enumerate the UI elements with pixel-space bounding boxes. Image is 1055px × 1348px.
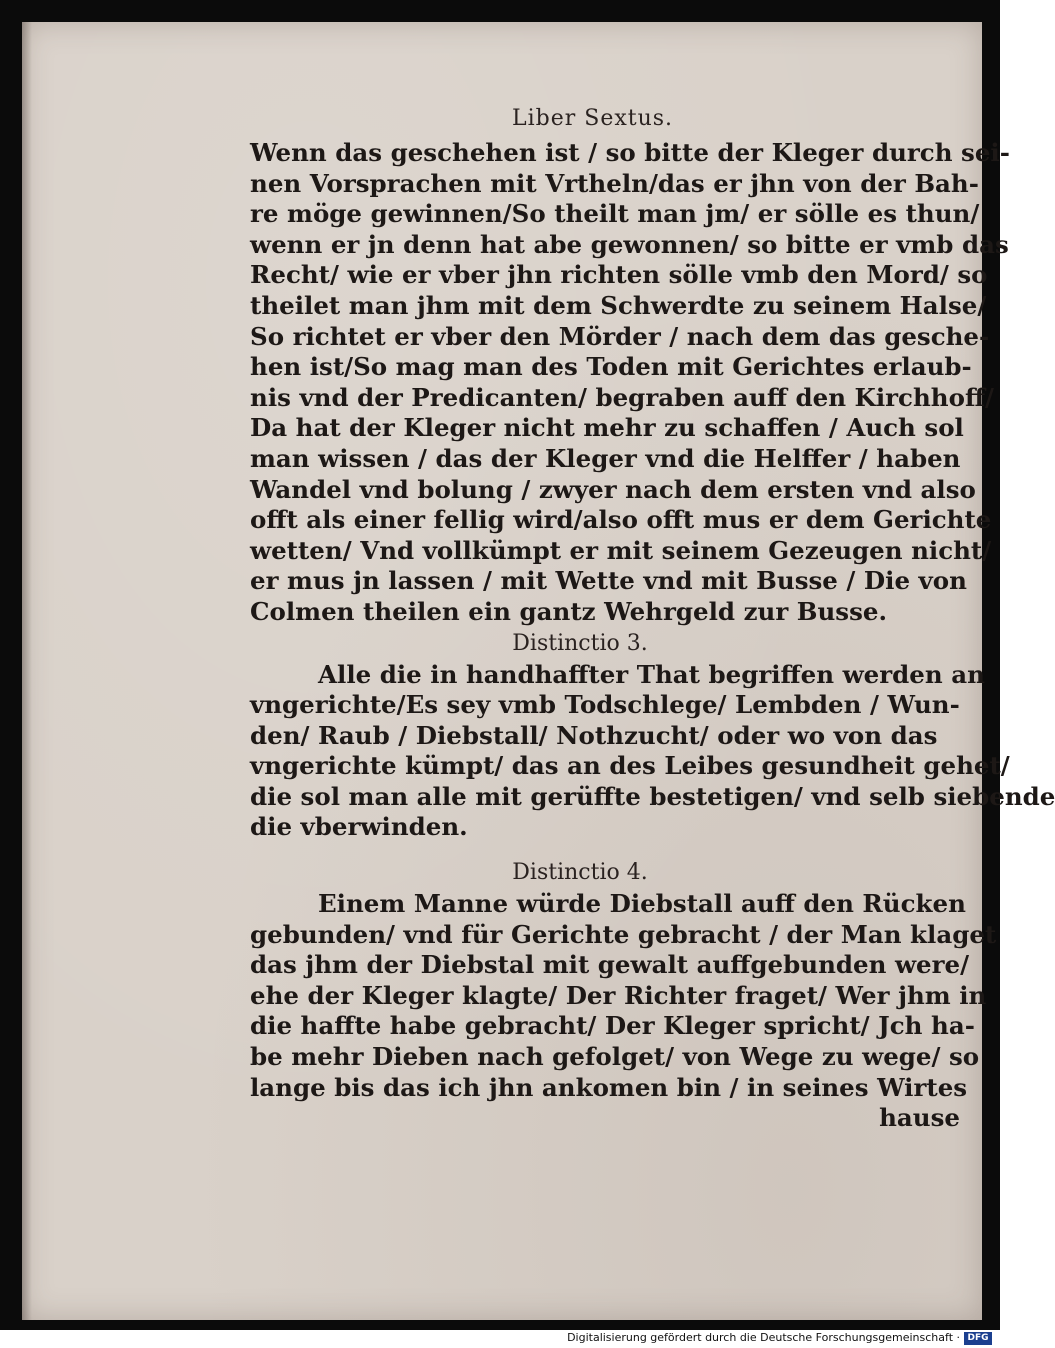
text-line: er mus jn lassen / mit Wette vnd mit Busse / Die von (250, 566, 967, 596)
text-line: hen ist/So mag man des Toden mit Gerichtes erlaub- (250, 352, 972, 382)
text-line: nis vnd der Predicanten/ begraben auff den Kirchhoff/ (250, 382, 994, 412)
text-line: re möge gewinnen/So theilt man jm/ er sölle es thun/ (250, 199, 980, 229)
book-page (22, 22, 1055, 1320)
text-line: die vberwinden. (250, 812, 468, 842)
dfg-logo-icon: DFG (964, 1332, 992, 1345)
text-line: theilet man jhm mit dem Schwerdte zu seinem Halse/ (250, 290, 987, 320)
text-line: ehe der Kleger klagte/ Der Richter fraget/ Wer jhm in (250, 980, 987, 1010)
text-line: So richtet er vber den Mörder / nach dem das gesche- (250, 321, 990, 351)
catchword: hause (879, 1103, 960, 1133)
running-head: Liber Sextus. (512, 106, 674, 131)
funding-notice: Digitalisierung gefördert durch die Deutsche Forschungsgemeinschaft · (567, 1331, 960, 1344)
text-line: den/ Raub / Diebstall/ Nothzucht/ oder wo von das (250, 720, 938, 750)
text-line: wetten/ Vnd vollkümpt er mit seinem Gezeugen nicht/ (250, 535, 992, 565)
paragraph-2 (250, 659, 1055, 844)
text-line: Wandel vnd bolung / zwyer nach dem ersten vnd also (250, 474, 976, 504)
text-line: das jhm der Diebstal mit gewalt auffgebunden were/ (250, 950, 970, 980)
section-heading-distinctio-4: Distinctio 4. (512, 860, 648, 886)
text-line: Alle die in handhaffter That begriffen werden an (318, 659, 985, 689)
page-text (250, 138, 1055, 1134)
text-line: Recht/ wie er vber jhn richten sölle vmb den Mord/ so (250, 260, 988, 290)
footer-bar (0, 1330, 1000, 1348)
text-line: vngerichte kümpt/ das an des Leibes gesundheit gehet/ (250, 751, 1010, 781)
text-line: man wissen / das der Kleger vnd die Helffer / haben (250, 443, 961, 473)
text-line: lange bis das ich jhn ankomen bin / in seines Wirtes (250, 1072, 968, 1102)
text-line: offt als einer fellig wird/also offt mus er dem Gerichte (250, 505, 992, 535)
page-gutter-shadow (22, 22, 32, 1320)
text-line: Einem Manne würde Diebstall auff den Rücken (318, 889, 966, 919)
section-heading-distinctio-3: Distinctio 3. (512, 630, 648, 656)
text-line: gebunden/ vnd für Gerichte gebracht / der Man klaget (250, 919, 997, 949)
text-line: nen Vorsprachen mit Vrtheln/das er jhn von der Bah- (250, 168, 979, 198)
text-line: Wenn das geschehen ist / so bitte der Kleger durch sei- (250, 138, 1010, 167)
text-line: vngerichte/Es sey vmb Todschlege/ Lembden / Wun- (250, 690, 960, 720)
text-line: wenn er jn denn hat abe gewonnen/ so bitte er vmb das (250, 229, 1009, 259)
paragraph-3 (250, 889, 997, 1134)
text-line: be mehr Dieben nach gefolget/ von Wege zu wege/ so (250, 1042, 980, 1072)
text-line: Colmen theilen ein gantz Wehrgeld zur Busse. (250, 596, 887, 626)
paragraph-1 (250, 138, 1010, 628)
text-line: die hafftе habe gebracht/ Der Kleger spricht/ Jch ha- (250, 1011, 975, 1041)
text-line: Da hat der Kleger nicht mehr zu schaffen / Auch sol (250, 413, 964, 443)
text-line: die sol man alle mit gerüffte bestetigen/ vnd selb siebende (250, 781, 1055, 811)
